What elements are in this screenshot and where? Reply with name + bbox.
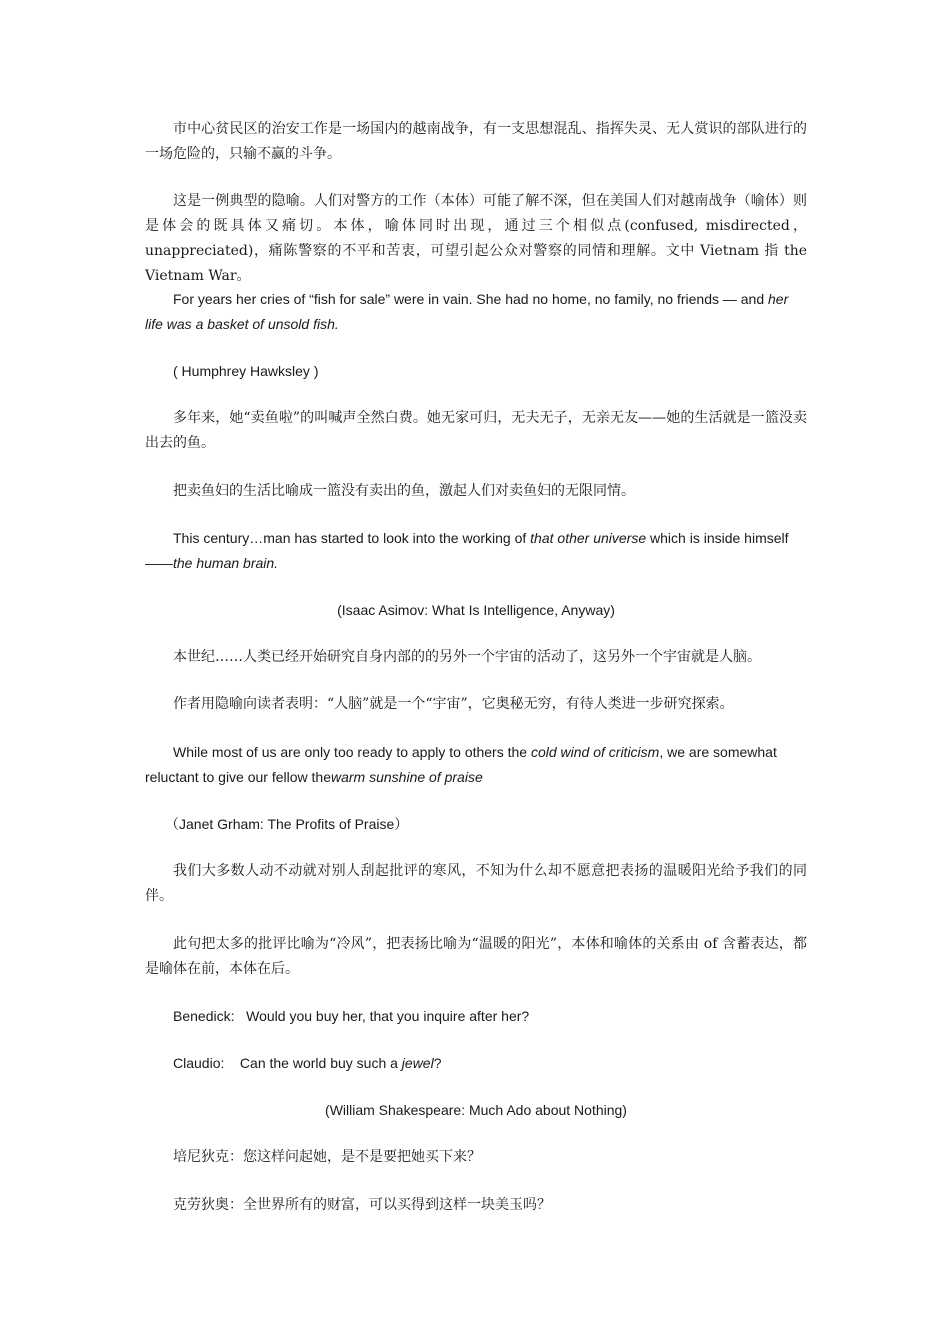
- citation-shakespeare: (William Shakespeare: Much Ado about Nothing): [325, 1102, 627, 1118]
- brain-quote-text-1: This century…man has started to look into the working of: [173, 530, 531, 546]
- citation-asimov: (Isaac Asimov: What Is Intelligence, Anyway): [337, 602, 615, 618]
- praise-quote-text-2: , we are somewhat reluctant to give our fellow the: [145, 744, 777, 785]
- paragraph-brain-translation: 本世纪……人类已经开始研究自身内部的的另外一个宇宙的活动了，这另外一个宇宙就是人脑。: [173, 649, 761, 665]
- dialogue-claudio-translation: 克劳狄奥：全世界所有的财富，可以买得到这样一块美玉吗？: [173, 1197, 551, 1213]
- paragraph-praise-translation: 我们大多数人动不动就对别人刮起批评的寒风，不知为什么却不愿意把表扬的温暖阳光给予我们的同伴。: [145, 863, 807, 904]
- praise-quote-text-1: While most of us are only too ready to apply to others the: [173, 744, 531, 760]
- dialogue-benedick: Benedick: Would you buy her, that you inquire after her?: [173, 1008, 530, 1024]
- citation-hawksley: ( Humphrey Hawksley ): [173, 363, 319, 379]
- fish-quote-text: For years her cries of “fish for sale” were in vain. She had no home, no family, no friends — and: [173, 291, 769, 307]
- brain-quote-italic-2: the human brain.: [173, 555, 279, 571]
- claudio-text-1: Claudio: Can the world buy such a: [173, 1055, 402, 1071]
- praise-quote-italic-1: cold wind of criticism: [530, 744, 660, 760]
- brain-quote-text-2: which is inside himself ——: [145, 530, 789, 571]
- claudio-italic: jewel: [401, 1055, 434, 1071]
- paragraph-metaphor-explanation: 这是一例典型的隐喻。人们对警方的工作（本体）可能了解不深，但在美国人们对越南战争（喻体）则是体会的既具体又痛切。本体，喻体同时出现，通过三个相似点(confused, misdirected，unappreciated)，痛陈警察的不平和苦衷，可望引起公众对警察的同情和理解。文中 Vietnam 指 the Vietnam War。: [145, 193, 807, 284]
- fish-quote-italic: her life was a basket of unsold fish.: [145, 291, 789, 332]
- brain-quote-italic-1: that other universe: [530, 530, 647, 546]
- paragraph-fish-quote: [145, 287, 807, 337]
- paragraph-praise-quote: [145, 740, 807, 790]
- paragraph-fish-translation: 多年来，她“卖鱼啦”的叫喊声全然白费。她无家可归，无夫无子，无亲无友——她的生活就是一篮没卖出去的鱼。: [145, 410, 807, 451]
- dialogue-claudio: [145, 1051, 807, 1076]
- paragraph-praise-explanation: 此句把太多的批评比喻为“冷风”，把表扬比喻为“温暖的阳光”，本体和喻体的关系由 of 含蓄表达，都是喻体在前，本体在后。: [145, 936, 807, 977]
- paragraph-brain-explanation: 作者用隐喻向读者表明：“人脑”就是一个“宇宙”，它奥秘无穷，有待人类进一步研究探索。: [173, 696, 734, 712]
- dialogue-benedick-translation: 培尼狄克：您这样问起她，是不是要把她买下来？: [173, 1149, 481, 1165]
- paragraph-brain-quote: [145, 526, 807, 576]
- claudio-text-2: ?: [433, 1055, 442, 1071]
- praise-quote-italic-2: warm sunshine of praise: [331, 769, 483, 785]
- paragraph-police-metaphor: 市中心贫民区的治安工作是一场国内的越南战争，有一支思想混乱、指挥失灵、无人赏识的部队进行的一场危险的，只输不赢的斗争。: [145, 121, 807, 162]
- paragraph-fish-explanation: 把卖鱼妇的生活比喻成一篮没有卖出的鱼，激起人们对卖鱼妇的无限同情。: [173, 483, 635, 499]
- citation-grham: （Janet Grham: The Profits of Praise）: [165, 816, 409, 832]
